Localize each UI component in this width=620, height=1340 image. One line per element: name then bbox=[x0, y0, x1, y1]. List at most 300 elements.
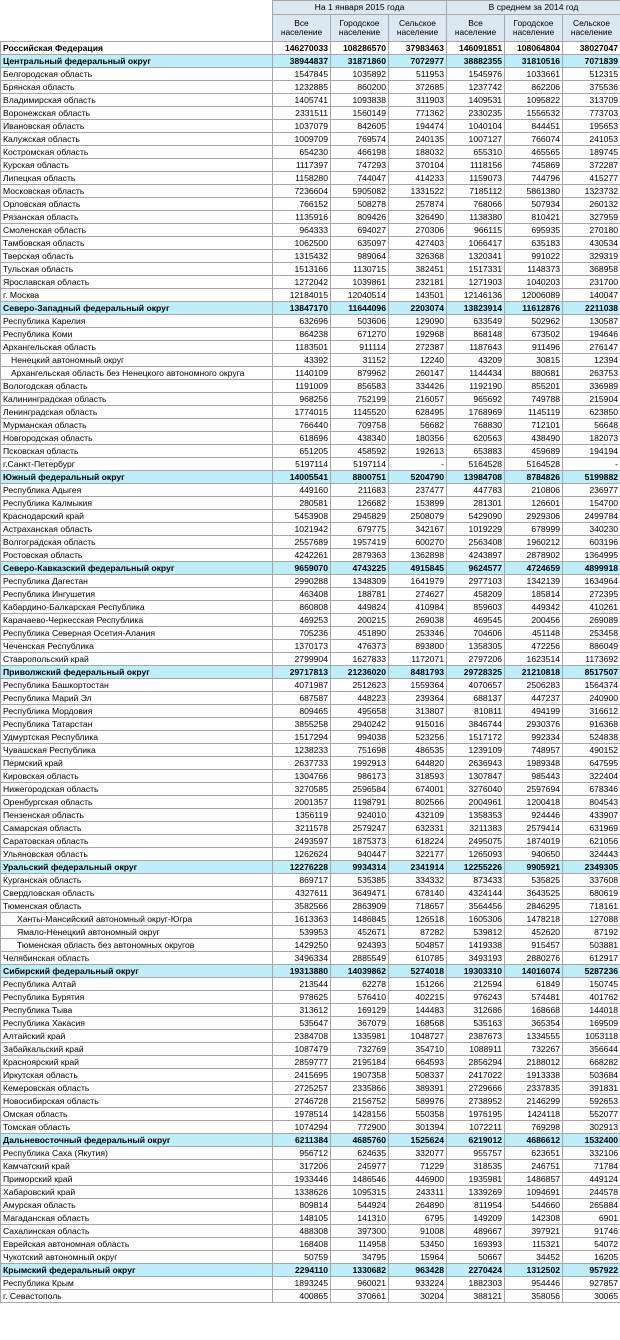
row-value: 911114 bbox=[331, 341, 389, 354]
row-value: 844451 bbox=[505, 120, 563, 133]
row-value: 410261 bbox=[563, 601, 620, 614]
row-name: Российская Федерация bbox=[1, 42, 273, 55]
row-value: 56648 bbox=[563, 419, 620, 432]
row-value: 30065 bbox=[563, 1290, 620, 1303]
row-value: 212594 bbox=[447, 978, 505, 991]
row-value: 1062500 bbox=[273, 237, 331, 250]
row-value: 4915845 bbox=[389, 562, 447, 575]
row-name: Сибирский федеральный округ bbox=[1, 965, 273, 978]
row-value: 168408 bbox=[273, 1238, 331, 1251]
row-value: 4324144 bbox=[447, 887, 505, 900]
row-value: 438340 bbox=[331, 432, 389, 445]
region-row bbox=[1, 198, 620, 211]
row-name: Архангельская область bbox=[1, 341, 273, 354]
row-value: 19313880 bbox=[273, 965, 331, 978]
row-value: 688137 bbox=[447, 692, 505, 705]
row-value: 592653 bbox=[563, 1095, 620, 1108]
region-row bbox=[1, 1043, 620, 1056]
row-value: 1429250 bbox=[273, 939, 331, 952]
row-name: Центральный федеральный округ bbox=[1, 55, 273, 68]
row-value: 915457 bbox=[505, 939, 563, 952]
row-value: 12394 bbox=[563, 354, 620, 367]
row-value: 272387 bbox=[389, 341, 447, 354]
row-value: 31152 bbox=[331, 354, 389, 367]
row-value: 631969 bbox=[563, 822, 620, 835]
row-name: Алтайский край bbox=[1, 1030, 273, 1043]
row-value: 2330235 bbox=[447, 107, 505, 120]
row-value: 810421 bbox=[505, 211, 563, 224]
region-row bbox=[1, 588, 620, 601]
region-row bbox=[1, 1173, 620, 1186]
region-row bbox=[1, 549, 620, 562]
row-value: 29717813 bbox=[273, 666, 331, 679]
row-name: Приволжский федеральный округ bbox=[1, 666, 273, 679]
row-value: 503606 bbox=[331, 315, 389, 328]
row-value: 610785 bbox=[389, 952, 447, 965]
region-row bbox=[1, 1030, 620, 1043]
row-name: Чукотский автономный округ bbox=[1, 1251, 273, 1264]
row-value: 146091851 bbox=[447, 42, 505, 55]
row-value: 313612 bbox=[273, 1004, 331, 1017]
row-name: Мурманская область bbox=[1, 419, 273, 432]
row-value: 512315 bbox=[563, 68, 620, 81]
row-value: 2387673 bbox=[447, 1030, 505, 1043]
row-value: 589976 bbox=[389, 1095, 447, 1108]
row-value: 12240 bbox=[389, 354, 447, 367]
row-value: 244578 bbox=[563, 1186, 620, 1199]
row-value: 773703 bbox=[563, 107, 620, 120]
row-value: 704606 bbox=[447, 627, 505, 640]
row-value: 1634964 bbox=[563, 575, 620, 588]
row-value: 862206 bbox=[505, 81, 563, 94]
row-value: 53450 bbox=[389, 1238, 447, 1251]
row-value: 986173 bbox=[331, 770, 389, 783]
row-value: 240900 bbox=[563, 692, 620, 705]
row-value: 154700 bbox=[563, 497, 620, 510]
row-value: 50667 bbox=[447, 1251, 505, 1264]
row-name: Курская область bbox=[1, 159, 273, 172]
row-value: 1144434 bbox=[447, 367, 505, 380]
row-value: 87192 bbox=[563, 926, 620, 939]
row-name: Республика Дагестан bbox=[1, 575, 273, 588]
row-value: 276147 bbox=[563, 341, 620, 354]
row-value: 4685760 bbox=[331, 1134, 389, 1147]
row-value: 620563 bbox=[447, 432, 505, 445]
row-value: 2729666 bbox=[447, 1082, 505, 1095]
row-value: 1556532 bbox=[505, 107, 563, 120]
row-value: 2799904 bbox=[273, 653, 331, 666]
row-value: 458209 bbox=[447, 588, 505, 601]
district-row bbox=[1, 562, 620, 575]
row-name: Тюменская область bbox=[1, 900, 273, 913]
district-row bbox=[1, 1134, 620, 1147]
row-name: Волгоградская область bbox=[1, 536, 273, 549]
row-value: 1040203 bbox=[505, 276, 563, 289]
row-value: 15964 bbox=[389, 1251, 447, 1264]
row-value: 4743225 bbox=[331, 562, 389, 575]
row-name: Республика Бурятия bbox=[1, 991, 273, 1004]
region-row bbox=[1, 1238, 620, 1251]
row-value: 4071987 bbox=[273, 679, 331, 692]
row-value: 400865 bbox=[273, 1290, 331, 1303]
row-value: 511953 bbox=[389, 68, 447, 81]
row-value: 50759 bbox=[273, 1251, 331, 1264]
row-value: 486535 bbox=[389, 744, 447, 757]
row-value: 1641979 bbox=[389, 575, 447, 588]
row-value: 1405741 bbox=[273, 94, 331, 107]
row-value: 1532400 bbox=[563, 1134, 620, 1147]
region-row bbox=[1, 783, 620, 796]
row-value: 1192190 bbox=[447, 380, 505, 393]
row-value: 401762 bbox=[563, 991, 620, 1004]
row-value: 744047 bbox=[331, 172, 389, 185]
row-value: 14016074 bbox=[505, 965, 563, 978]
row-value: 2211038 bbox=[563, 302, 620, 315]
row-value: 232181 bbox=[389, 276, 447, 289]
row-value: 1547845 bbox=[273, 68, 331, 81]
row-value: 313807 bbox=[389, 705, 447, 718]
row-value: 1605306 bbox=[447, 913, 505, 926]
district-row bbox=[1, 302, 620, 315]
row-value: 188781 bbox=[331, 588, 389, 601]
row-value: 1335981 bbox=[331, 1030, 389, 1043]
row-name: Южный федеральный округ bbox=[1, 471, 273, 484]
row-value: 14039862 bbox=[331, 965, 389, 978]
row-value: 4070657 bbox=[447, 679, 505, 692]
row-value: 447783 bbox=[447, 484, 505, 497]
row-value: 5164528 bbox=[505, 458, 563, 471]
region-row bbox=[1, 380, 620, 393]
row-value: 430534 bbox=[563, 237, 620, 250]
table-header bbox=[1, 1, 620, 42]
row-value: 963428 bbox=[389, 1264, 447, 1277]
row-name: Краснодарский край bbox=[1, 510, 273, 523]
row-value: 994038 bbox=[331, 731, 389, 744]
row-value: 1009709 bbox=[273, 133, 331, 146]
row-value: 192968 bbox=[389, 328, 447, 341]
row-value: 449124 bbox=[563, 1173, 620, 1186]
row-value: 269089 bbox=[563, 614, 620, 627]
row-value: 375536 bbox=[563, 81, 620, 94]
row-value: 263753 bbox=[563, 367, 620, 380]
row-name: Ивановская область bbox=[1, 120, 273, 133]
row-value: 1334555 bbox=[505, 1030, 563, 1043]
district-row bbox=[1, 965, 620, 978]
region-row bbox=[1, 744, 620, 757]
row-value: 1517294 bbox=[273, 731, 331, 744]
region-row bbox=[1, 328, 620, 341]
row-name: Еврейская автономная область bbox=[1, 1238, 273, 1251]
row-value: 1370173 bbox=[273, 640, 331, 653]
row-name: Республика Ингушетия bbox=[1, 588, 273, 601]
row-value: 14005541 bbox=[273, 471, 331, 484]
row-value: 1613363 bbox=[273, 913, 331, 926]
row-value: 508278 bbox=[331, 198, 389, 211]
row-value: 2563408 bbox=[447, 536, 505, 549]
row-value: 893800 bbox=[389, 640, 447, 653]
row-value: 2885549 bbox=[331, 952, 389, 965]
row-value: 9934314 bbox=[331, 861, 389, 874]
region-row bbox=[1, 601, 620, 614]
header-group-2015: На 1 января 2015 года bbox=[273, 1, 447, 15]
row-name: Ленинградская область bbox=[1, 406, 273, 419]
row-value: 2156752 bbox=[331, 1095, 389, 1108]
region-row bbox=[1, 1147, 620, 1160]
row-value: 2146299 bbox=[505, 1095, 563, 1108]
row-value: 368958 bbox=[563, 263, 620, 276]
row-name: Липецкая область bbox=[1, 172, 273, 185]
row-value: 38027047 bbox=[563, 42, 620, 55]
row-value: 8481793 bbox=[389, 666, 447, 679]
row-value: 869717 bbox=[273, 874, 331, 887]
row-value: 150745 bbox=[563, 978, 620, 991]
region-row bbox=[1, 250, 620, 263]
row-value: 6795 bbox=[389, 1212, 447, 1225]
row-value: 91746 bbox=[563, 1225, 620, 1238]
row-value: 488308 bbox=[273, 1225, 331, 1238]
region-row bbox=[1, 1212, 620, 1225]
row-value: 924446 bbox=[505, 809, 563, 822]
row-value: 747293 bbox=[331, 159, 389, 172]
row-name: Челябинская область bbox=[1, 952, 273, 965]
row-value: 432109 bbox=[389, 809, 447, 822]
row-value: 654230 bbox=[273, 146, 331, 159]
row-value: 1088911 bbox=[447, 1043, 505, 1056]
row-value: 19303310 bbox=[447, 965, 505, 978]
row-value: 802566 bbox=[389, 796, 447, 809]
row-name: Иркутская область bbox=[1, 1069, 273, 1082]
region-row bbox=[1, 276, 620, 289]
row-value: 1173692 bbox=[563, 653, 620, 666]
row-value: 574481 bbox=[505, 991, 563, 1004]
row-value: 7236604 bbox=[273, 185, 331, 198]
row-value: 544924 bbox=[331, 1199, 389, 1212]
region-row bbox=[1, 133, 620, 146]
region-row bbox=[1, 835, 620, 848]
row-value: 2493597 bbox=[273, 835, 331, 848]
row-value: 168568 bbox=[389, 1017, 447, 1030]
row-value: 2417022 bbox=[447, 1069, 505, 1082]
row-name: Астраханская область bbox=[1, 523, 273, 536]
row-value: 334332 bbox=[389, 874, 447, 887]
row-value: 1989348 bbox=[505, 757, 563, 770]
table-body bbox=[1, 42, 620, 1303]
row-value: 168668 bbox=[505, 1004, 563, 1017]
row-value: 1935981 bbox=[447, 1173, 505, 1186]
row-value: 54072 bbox=[563, 1238, 620, 1251]
row-name: Самарская область bbox=[1, 822, 273, 835]
row-value: 5204790 bbox=[389, 471, 447, 484]
row-value: 1342139 bbox=[505, 575, 563, 588]
row-name: Тамбовская область bbox=[1, 237, 273, 250]
row-value: 2270424 bbox=[447, 1264, 505, 1277]
row-value: 71784 bbox=[563, 1160, 620, 1173]
row-value: 751698 bbox=[331, 744, 389, 757]
row-value: 4327611 bbox=[273, 887, 331, 900]
row-value: 632696 bbox=[273, 315, 331, 328]
row-value: 1486546 bbox=[331, 1173, 389, 1186]
row-name: Дальневосточный федеральный округ bbox=[1, 1134, 273, 1147]
row-value: 5164528 bbox=[447, 458, 505, 471]
row-value: 523256 bbox=[389, 731, 447, 744]
row-value: 257874 bbox=[389, 198, 447, 211]
row-value: 56682 bbox=[389, 419, 447, 432]
row-value: 978625 bbox=[273, 991, 331, 1004]
row-value: 281301 bbox=[447, 497, 505, 510]
row-value: 976243 bbox=[447, 991, 505, 1004]
row-name: Тюменская область без автономных округов bbox=[1, 939, 273, 952]
row-value: 1191009 bbox=[273, 380, 331, 393]
row-name: Удмуртская Республика bbox=[1, 731, 273, 744]
row-name: Республика Карелия bbox=[1, 315, 273, 328]
region-row bbox=[1, 1004, 620, 1017]
row-value: 868148 bbox=[447, 328, 505, 341]
row-value: 2579414 bbox=[505, 822, 563, 835]
row-value: 354710 bbox=[389, 1043, 447, 1056]
row-value: 476373 bbox=[331, 640, 389, 653]
row-value: 916368 bbox=[563, 718, 620, 731]
row-value: 2797206 bbox=[447, 653, 505, 666]
row-name: Карачаево-Черкесская Республика bbox=[1, 614, 273, 627]
row-value: 4686612 bbox=[505, 1134, 563, 1147]
region-row bbox=[1, 1108, 620, 1121]
row-value: 644820 bbox=[389, 757, 447, 770]
row-value: 1140109 bbox=[273, 367, 331, 380]
row-value: 1021942 bbox=[273, 523, 331, 536]
row-value: 12040514 bbox=[331, 289, 389, 302]
row-value: 1960212 bbox=[505, 536, 563, 549]
row-value: 342167 bbox=[389, 523, 447, 536]
row-value: 2930376 bbox=[505, 718, 563, 731]
region-row bbox=[1, 445, 620, 458]
header-urban-2014: Городское население bbox=[505, 15, 563, 42]
row-value: 940650 bbox=[505, 848, 563, 861]
row-value: 322177 bbox=[389, 848, 447, 861]
row-value: 1323732 bbox=[563, 185, 620, 198]
row-value: 1428156 bbox=[331, 1108, 389, 1121]
row-value: 855201 bbox=[505, 380, 563, 393]
row-value: 1348309 bbox=[331, 575, 389, 588]
row-value: 3276040 bbox=[447, 783, 505, 796]
row-name: Ростовская область bbox=[1, 549, 273, 562]
row-name: Орловская область bbox=[1, 198, 273, 211]
region-row bbox=[1, 107, 620, 120]
row-value: 1187643 bbox=[447, 341, 505, 354]
row-name: Чувашская Республика bbox=[1, 744, 273, 757]
row-value: 2384708 bbox=[273, 1030, 331, 1043]
row-value: 766152 bbox=[273, 198, 331, 211]
row-value: 472256 bbox=[505, 640, 563, 653]
row-value: 463408 bbox=[273, 588, 331, 601]
row-value: 957922 bbox=[563, 1264, 620, 1277]
row-name: Тверская область bbox=[1, 250, 273, 263]
row-name: Ненецкий автономный округ bbox=[1, 354, 273, 367]
row-value: 4243897 bbox=[447, 549, 505, 562]
row-value: 311903 bbox=[389, 94, 447, 107]
row-value: 449160 bbox=[273, 484, 331, 497]
row-value: 1320341 bbox=[447, 250, 505, 263]
row-value: 326490 bbox=[389, 211, 447, 224]
row-value: 34795 bbox=[331, 1251, 389, 1264]
row-name: Воронежская область bbox=[1, 107, 273, 120]
row-value: 13847170 bbox=[273, 302, 331, 315]
row-value: 2880276 bbox=[505, 952, 563, 965]
row-value: 466198 bbox=[331, 146, 389, 159]
row-name: Северо-Западный федеральный округ bbox=[1, 302, 273, 315]
row-value: 2331511 bbox=[273, 107, 331, 120]
row-name: Калужская область bbox=[1, 133, 273, 146]
row-value: 504857 bbox=[389, 939, 447, 952]
row-value: 1072211 bbox=[447, 1121, 505, 1134]
row-value: 237477 bbox=[389, 484, 447, 497]
row-value: 1117397 bbox=[273, 159, 331, 172]
row-value: 1035892 bbox=[331, 68, 389, 81]
row-value: 1007127 bbox=[447, 133, 505, 146]
row-name: Омская область bbox=[1, 1108, 273, 1121]
row-value: 927857 bbox=[563, 1277, 620, 1290]
row-value: 31810516 bbox=[505, 55, 563, 68]
row-value: 182073 bbox=[563, 432, 620, 445]
row-value: 446900 bbox=[389, 1173, 447, 1186]
row-name: Республика Хакасия bbox=[1, 1017, 273, 1030]
row-value: 7072977 bbox=[389, 55, 447, 68]
row-value: 1338626 bbox=[273, 1186, 331, 1199]
row-value: 539812 bbox=[447, 926, 505, 939]
row-value: 13823914 bbox=[447, 302, 505, 315]
row-value: 1304766 bbox=[273, 770, 331, 783]
region-row bbox=[1, 81, 620, 94]
row-value: 358056 bbox=[505, 1290, 563, 1303]
row-value: 1907358 bbox=[331, 1069, 389, 1082]
row-name: Кемеровская область bbox=[1, 1082, 273, 1095]
row-value: 16205 bbox=[563, 1251, 620, 1264]
row-name: Курганская область bbox=[1, 874, 273, 887]
row-value: 1265093 bbox=[447, 848, 505, 861]
region-row bbox=[1, 1186, 620, 1199]
row-value: 1545976 bbox=[447, 68, 505, 81]
row-value: 550358 bbox=[389, 1108, 447, 1121]
row-name: Саратовская область bbox=[1, 835, 273, 848]
row-value: 356644 bbox=[563, 1043, 620, 1056]
row-value: 2001357 bbox=[273, 796, 331, 809]
row-value: 185814 bbox=[505, 588, 563, 601]
row-value: 678999 bbox=[505, 523, 563, 536]
row-value: 915016 bbox=[389, 718, 447, 731]
row-value: 748957 bbox=[505, 744, 563, 757]
row-value: 576410 bbox=[331, 991, 389, 1004]
row-value: 2203074 bbox=[389, 302, 447, 315]
row-value: 189745 bbox=[563, 146, 620, 159]
row-value: 108064804 bbox=[505, 42, 563, 55]
region-row bbox=[1, 679, 620, 692]
row-value: 4899918 bbox=[563, 562, 620, 575]
row-value: 336989 bbox=[563, 380, 620, 393]
row-value: 11612876 bbox=[505, 302, 563, 315]
row-value: 5905082 bbox=[331, 185, 389, 198]
row-value: 695935 bbox=[505, 224, 563, 237]
row-value: 3643525 bbox=[505, 887, 563, 900]
row-value: 968256 bbox=[273, 393, 331, 406]
row-value: 1037079 bbox=[273, 120, 331, 133]
row-value: 1364995 bbox=[563, 549, 620, 562]
region-row bbox=[1, 1251, 620, 1264]
row-value: 2945829 bbox=[331, 510, 389, 523]
row-value: 270306 bbox=[389, 224, 447, 237]
row-value: 2415695 bbox=[273, 1069, 331, 1082]
row-value: 1486857 bbox=[505, 1173, 563, 1186]
row-name: Республика Адыгея bbox=[1, 484, 273, 497]
row-value: 1095315 bbox=[331, 1186, 389, 1199]
